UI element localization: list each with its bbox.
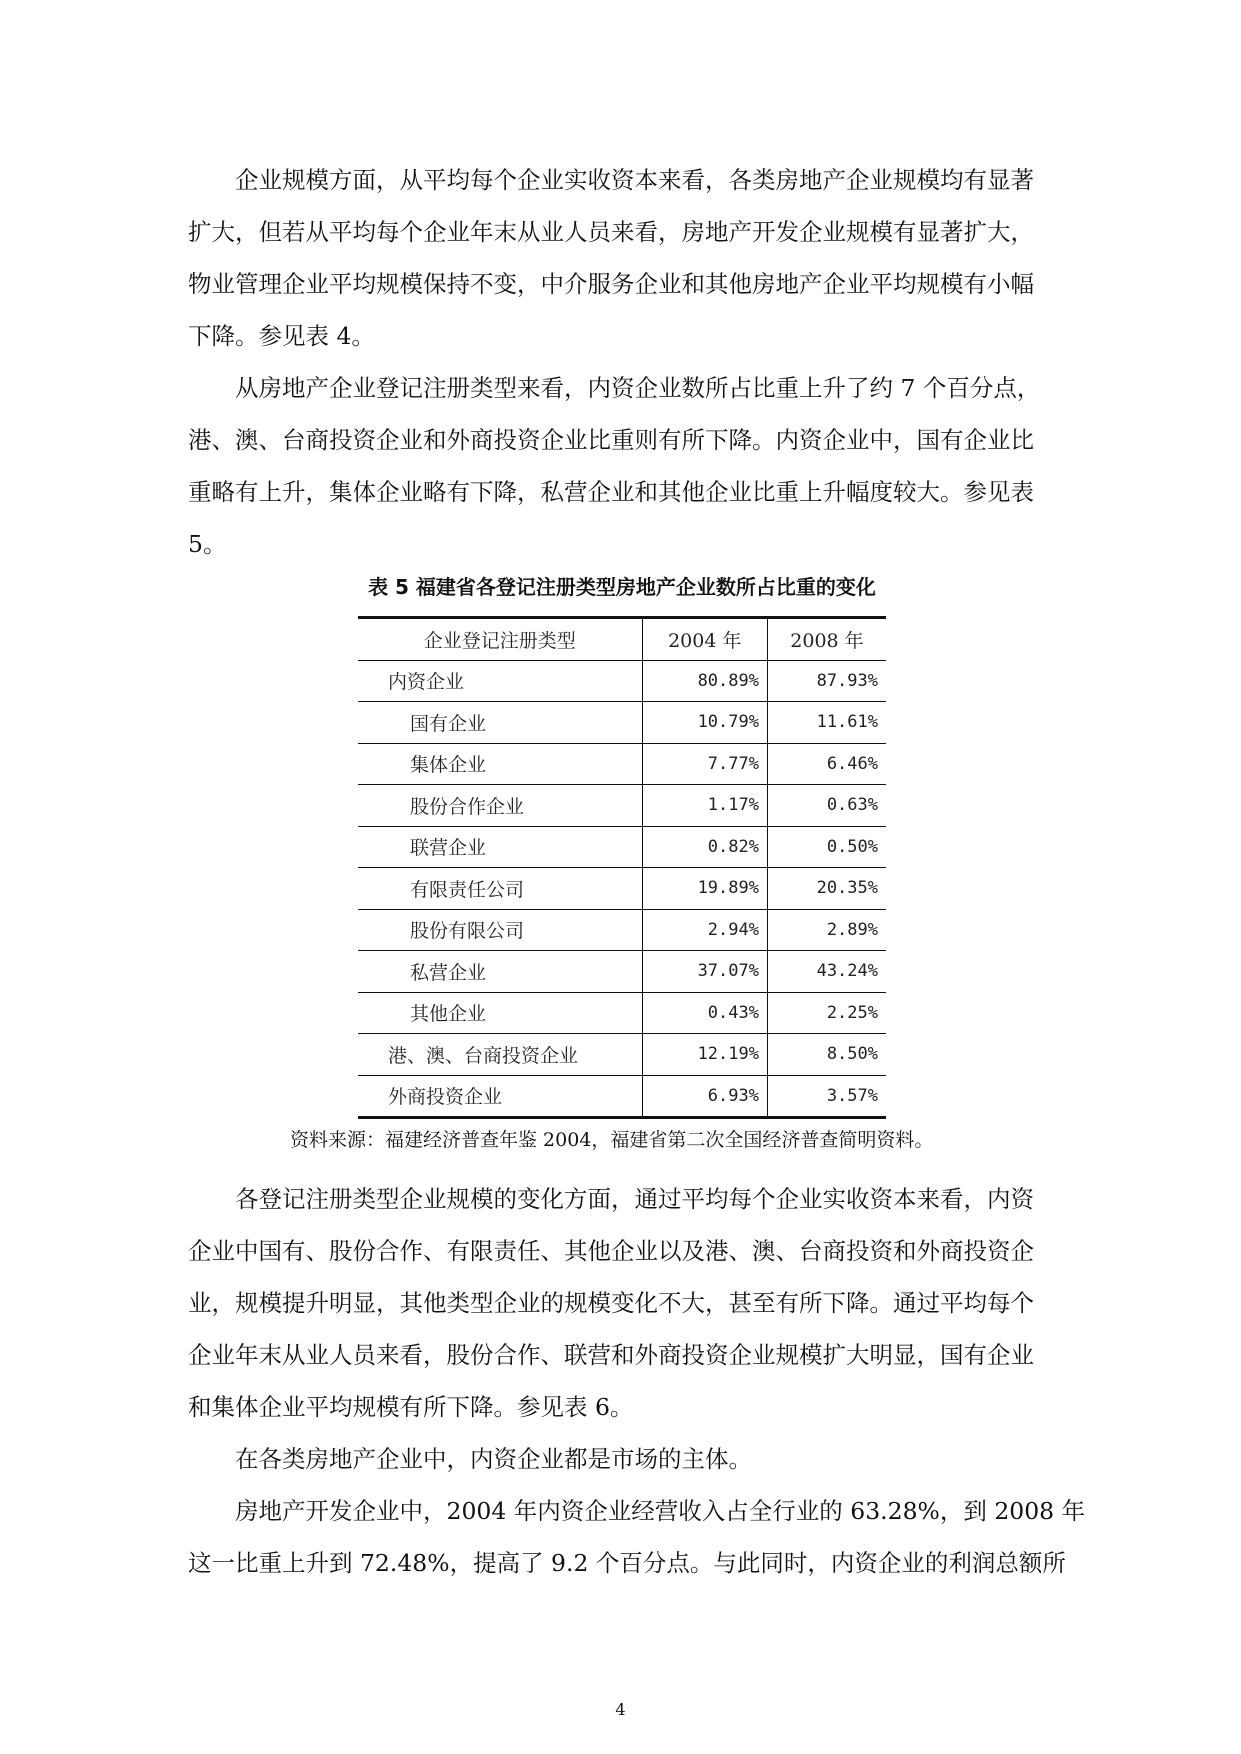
paragraph-line: 在各类房地产企业中，内资企业都是市场的主体。 xyxy=(235,1445,752,1473)
row-2008-cell: 0.50% xyxy=(767,826,886,868)
row-2004-cell: 80.89% xyxy=(642,660,767,702)
paragraph-line: 5。 xyxy=(188,530,227,558)
paragraph-line: 各登记注册类型企业规模的变化方面，通过平均每个企业实收资本来看，内资 xyxy=(235,1185,1034,1213)
column-header-2008: 2008 年 xyxy=(767,618,886,661)
row-type-cell: 股份有限公司 xyxy=(358,909,642,951)
paragraph-line: 业，规模提升明显，其他类型企业的规模变化不大，甚至有所下降。通过平均每个 xyxy=(188,1289,1034,1317)
row-type-cell: 股份合作企业 xyxy=(358,785,642,827)
row-2004-cell: 2.94% xyxy=(642,909,767,951)
paragraph-market-subject xyxy=(188,1433,1056,1485)
row-2008-cell: 6.46% xyxy=(767,743,886,785)
table-row xyxy=(358,868,886,910)
column-header-2004: 2004 年 xyxy=(642,618,767,661)
row-type-cell: 集体企业 xyxy=(358,743,642,785)
row-2004-cell: 0.82% xyxy=(642,826,767,868)
data-table xyxy=(358,616,886,1119)
row-type-cell: 私营企业 xyxy=(358,951,642,993)
paragraph-line: 企业年末从业人员来看，股份合作、联营和外商投资企业规模扩大明显，国有企业 xyxy=(188,1341,1034,1369)
paragraph-line: 下降。参见表 4。 xyxy=(188,322,375,350)
row-2004-cell: 10.79% xyxy=(642,702,767,744)
row-2004-cell: 37.07% xyxy=(642,951,767,993)
paragraph-enterprise-scale xyxy=(188,154,1056,362)
row-type-cell: 外商投资企业 xyxy=(358,1075,642,1118)
table-row xyxy=(358,909,886,951)
table-row xyxy=(358,702,886,744)
table-row xyxy=(358,951,886,993)
row-2004-cell: 6.93% xyxy=(642,1075,767,1118)
row-type-cell: 其他企业 xyxy=(358,992,642,1034)
paragraph-line: 房地产开发企业中，2004 年内资企业经营收入占全行业的 63.28%，到 2008 年 xyxy=(235,1497,1086,1525)
paragraph-line: 企业中国有、股份合作、有限责任、其他企业以及港、澳、台商投资和外商投资企 xyxy=(188,1237,1034,1265)
table-source-note: 资料来源：福建经济普查年鉴 2004，福建省第二次全国经济普查简明资料。 xyxy=(290,1129,934,1151)
row-type-cell: 有限责任公司 xyxy=(358,868,642,910)
paragraph-line: 港、澳、台商投资企业和外商投资企业比重则有所下降。内资企业中，国有企业比 xyxy=(188,426,1034,454)
row-2008-cell: 11.61% xyxy=(767,702,886,744)
row-2008-cell: 2.89% xyxy=(767,909,886,951)
row-2008-cell: 3.57% xyxy=(767,1075,886,1118)
paragraph-line: 扩大，但若从平均每个企业年末从业人员来看，房地产开发企业规模有显著扩大， xyxy=(188,218,1034,246)
row-2008-cell: 8.50% xyxy=(767,1034,886,1076)
row-2008-cell: 20.35% xyxy=(767,868,886,910)
table-row xyxy=(358,826,886,868)
table-body xyxy=(358,660,886,1118)
row-2004-cell: 1.17% xyxy=(642,785,767,827)
paragraph-registration-type xyxy=(188,362,1056,570)
row-2008-cell: 87.93% xyxy=(767,660,886,702)
table-row xyxy=(358,785,886,827)
column-header-type: 企业登记注册类型 xyxy=(358,618,642,661)
paragraph-scale-change xyxy=(188,1173,1056,1433)
table-container xyxy=(358,616,886,1119)
row-2008-cell: 0.63% xyxy=(767,785,886,827)
table-row xyxy=(358,1075,886,1118)
table-title: 表 5 福建省各登记注册类型房地产企业数所占比重的变化 xyxy=(368,575,876,599)
paragraph-development-enterprises xyxy=(188,1485,1086,1589)
table-row xyxy=(358,992,886,1034)
table-header-row xyxy=(358,618,886,661)
row-type-cell: 港、澳、台商投资企业 xyxy=(358,1034,642,1076)
row-2004-cell: 7.77% xyxy=(642,743,767,785)
row-2004-cell: 19.89% xyxy=(642,868,767,910)
paragraph-line: 企业规模方面，从平均每个企业实收资本来看，各类房地产企业规模均有显著 xyxy=(235,166,1034,194)
row-type-cell: 内资企业 xyxy=(358,660,642,702)
table-row xyxy=(358,743,886,785)
row-type-cell: 联营企业 xyxy=(358,826,642,868)
row-2008-cell: 2.25% xyxy=(767,992,886,1034)
paragraph-line: 物业管理企业平均规模保持不变，中介服务企业和其他房地产企业平均规模有小幅 xyxy=(188,270,1034,298)
table-row xyxy=(358,660,886,702)
page-number: 4 xyxy=(615,1700,626,1719)
paragraph-line: 这一比重上升到 72.48%，提高了 9.2 个百分点。与此同时，内资企业的利润总额所 xyxy=(188,1549,1066,1577)
row-2004-cell: 12.19% xyxy=(642,1034,767,1076)
row-2008-cell: 43.24% xyxy=(767,951,886,993)
row-2004-cell: 0.43% xyxy=(642,992,767,1034)
paragraph-line: 重略有上升，集体企业略有下降，私营企业和其他企业比重上升幅度较大。参见表 xyxy=(188,478,1034,506)
paragraph-line: 和集体企业平均规模有所下降。参见表 6。 xyxy=(188,1393,634,1421)
row-type-cell: 国有企业 xyxy=(358,702,642,744)
paragraph-line: 从房地产企业登记注册类型来看，内资企业数所占比重上升了约 7 个百分点， xyxy=(235,374,1041,402)
table-row xyxy=(358,1034,886,1076)
